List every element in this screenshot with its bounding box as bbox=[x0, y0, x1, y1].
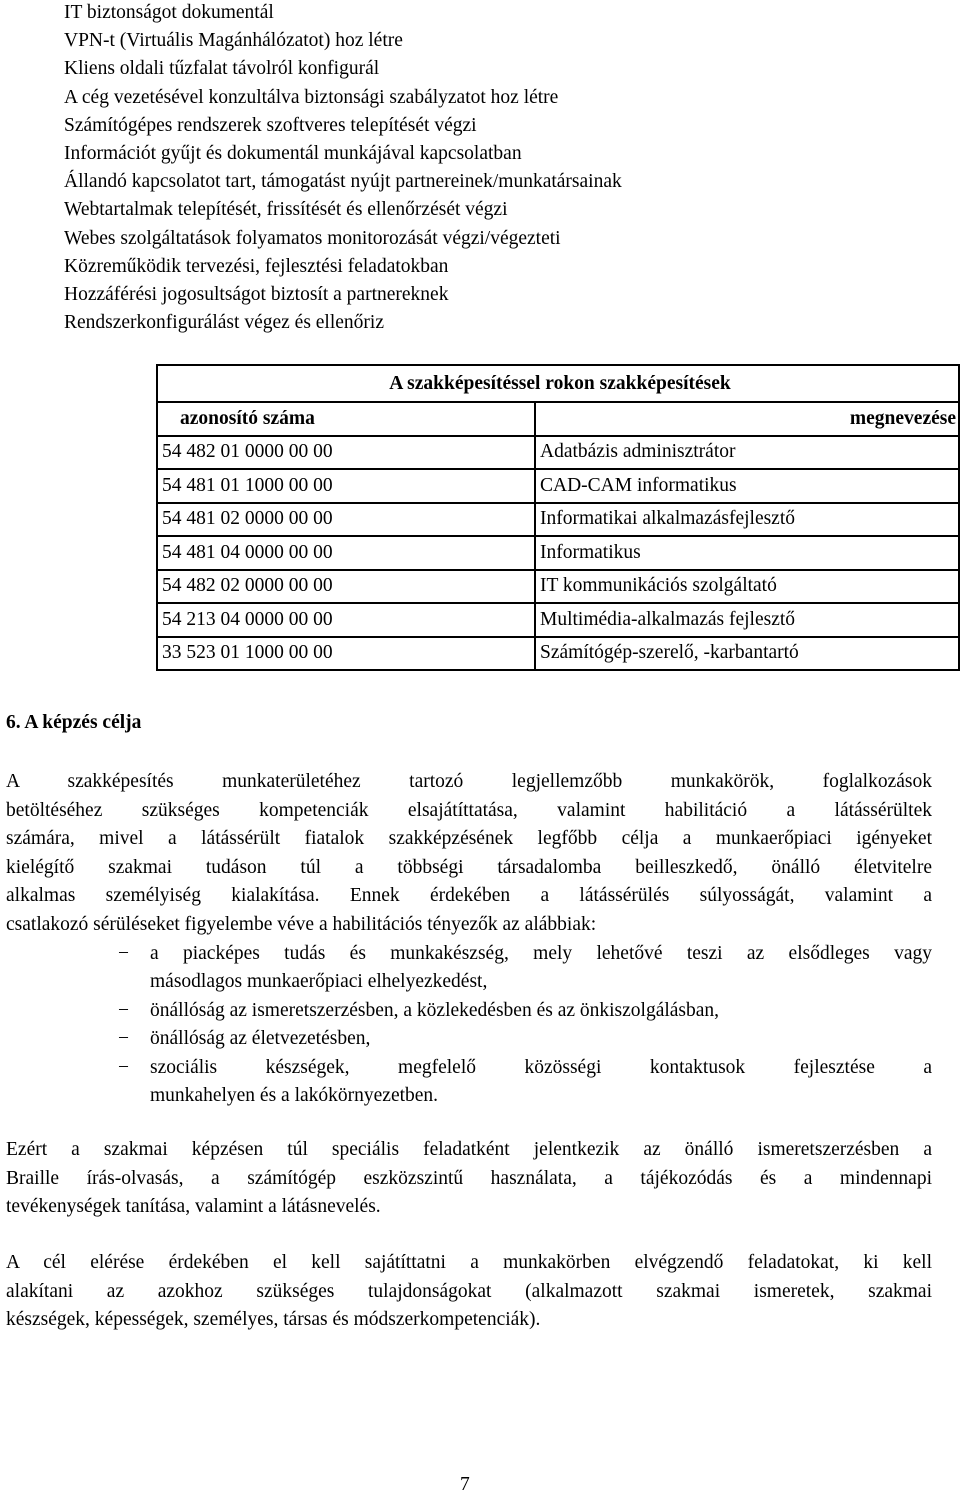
paragraph-line: A cél elérése érdekében el kell sajátíttatni a munkakörben elvégzendő feladatokat, ki kell bbox=[6, 1252, 932, 1273]
cell-name: Informatikus bbox=[535, 536, 959, 570]
cell-name: IT kommunikációs szolgáltató bbox=[535, 570, 959, 604]
dash-bullet: − bbox=[118, 943, 129, 964]
paragraph-line: tevékenységek tanítása, valamint a látásnevelés. bbox=[6, 1196, 381, 1218]
header-id: azonosító száma bbox=[157, 402, 535, 436]
table-title-row bbox=[2, 365, 959, 402]
table-row bbox=[2, 469, 959, 503]
cell-id: 54 482 01 0000 00 00 bbox=[157, 436, 535, 470]
cell-name: Informatikai alkalmazásfejlesztő bbox=[535, 503, 959, 537]
cell-id: 54 481 02 0000 00 00 bbox=[157, 503, 535, 537]
task-item: Információt gyűjt és dokumentál munkájával kapcsolatban bbox=[64, 142, 522, 164]
task-item: VPN-t (Virtuális Magánhálózatot) hoz létre bbox=[64, 30, 403, 52]
cell-name: Multimédia-alkalmazás fejlesztő bbox=[535, 603, 959, 637]
page-number: 7 bbox=[460, 1474, 470, 1495]
related-qualifications-table bbox=[2, 364, 960, 671]
paragraph-line: alkalmas személyiség kialakítása. Ennek érdekében a látássérülés súlyosságát, valamint a bbox=[6, 885, 932, 907]
task-item: Hozzáférési jogosultságot biztosít a partnereknek bbox=[64, 283, 449, 305]
paragraph-line: készségek, képességek, személyes, társas és módszerkompetenciák). bbox=[6, 1309, 541, 1331]
table-row bbox=[2, 637, 959, 671]
table-title: A szakképesítéssel rokon szakképesítések bbox=[157, 365, 959, 402]
paragraph-line: csatlakozó sérüléseket figyelembe véve a habilitációs tényezők az alábbiak: bbox=[6, 913, 597, 935]
task-item: Kliens oldali tűzfalat távolról konfigurál bbox=[64, 58, 380, 80]
paragraph-line: számára, mivel a látássérült fiatalok szakképzésének legfőbb célja a munkaerőpiaci igényeket bbox=[6, 828, 932, 850]
habilitation-list bbox=[118, 940, 932, 1110]
cell-name: CAD-CAM informatikus bbox=[535, 469, 959, 503]
paragraph-line: betöltéséhez szükséges kompetenciák elsajátíttatása, valamint habilitáció a látássérültek bbox=[6, 799, 932, 821]
table-row bbox=[2, 436, 959, 470]
section-heading: 6. A képzés célja bbox=[6, 712, 142, 733]
cell-id: 54 213 04 0000 00 00 bbox=[157, 603, 535, 637]
cell-id: 54 481 01 1000 00 00 bbox=[157, 469, 535, 503]
cell-id: 54 481 04 0000 00 00 bbox=[157, 536, 535, 570]
paragraph-line: Ezért a szakmai képzésen túl speciális feladatként jelentkezik az önálló ismeretszerzésben a bbox=[6, 1139, 932, 1160]
paragraph-line: Braille írás-olvasás, a számítógép eszközszintű használata, a tájékozódás és a mindennapi bbox=[6, 1167, 932, 1189]
competence-paragraph bbox=[6, 1249, 932, 1335]
task-item: Számítógépes rendszerek szoftveres telepítését végzi bbox=[64, 114, 477, 136]
paragraph-line: alakítani az azokhoz szükséges tulajdonságokat (alkalmazott szakmai ismeretek, szakmai bbox=[6, 1280, 932, 1302]
task-item: Webes szolgáltatások folyamatos monitorozását végzi/végezteti bbox=[64, 227, 561, 249]
task-item: A cég vezetésével konzultálva biztonsági szabályzatot hoz létre bbox=[64, 86, 559, 108]
task-item: Rendszerkonfigurálást végez és ellenőriz bbox=[64, 312, 384, 334]
list-item: − önállóság az ismeretszerzésben, a közlekedésben és az önkiszolgálásban, bbox=[118, 997, 932, 1025]
braille-paragraph bbox=[6, 1136, 932, 1222]
cell-name: Adatbázis adminisztrátor bbox=[535, 436, 959, 470]
goal-paragraph bbox=[6, 768, 932, 940]
task-item: Webtartalmak telepítését, frissítését és ellenőrzését végzi bbox=[64, 199, 508, 221]
task-item: Állandó kapcsolatot tart, támogatást nyújt partnereinek/munkatársainak bbox=[64, 171, 622, 193]
list-item: − a piacképes tudás és munkakészség, mely lehetővé teszi az elsődleges vagy másodlagos munkaerőpiaci elhelyezkedést, bbox=[118, 940, 932, 997]
table-row bbox=[2, 603, 959, 637]
table-row bbox=[2, 503, 959, 537]
list-item: − önállóság az életvezetésben, bbox=[118, 1025, 932, 1053]
cell-id: 33 523 01 1000 00 00 bbox=[157, 637, 535, 671]
table-row bbox=[2, 536, 959, 570]
table-header-row bbox=[2, 402, 959, 436]
cell-name: Számítógép-szerelő, -karbantartó bbox=[535, 637, 959, 671]
task-list bbox=[64, 0, 622, 338]
header-name: megnevezése bbox=[535, 402, 959, 436]
task-item: Közreműködik tervezési, fejlesztési feladatokban bbox=[64, 255, 449, 277]
dash-bullet: − bbox=[118, 999, 129, 1021]
paragraph-line: A szakképesítés munkaterületéhez tartozó legjellemzőbb munkakörök, foglalkozások bbox=[6, 771, 932, 792]
paragraph-line: kielégítő szakmai tudáson túl a többségi társadalomba beilleszkedő, önálló életvitelre bbox=[6, 856, 932, 878]
dash-bullet: − bbox=[118, 1056, 129, 1078]
task-item: IT biztonságot dokumentál bbox=[64, 2, 274, 23]
cell-id: 54 482 02 0000 00 00 bbox=[157, 570, 535, 604]
list-item: − szociális készségek, megfelelő közösségi kontaktusok fejlesztése a munkahelyen és a lakókörnyezetben. bbox=[118, 1054, 932, 1111]
dash-bullet: − bbox=[118, 1028, 129, 1050]
table-row bbox=[2, 570, 959, 604]
